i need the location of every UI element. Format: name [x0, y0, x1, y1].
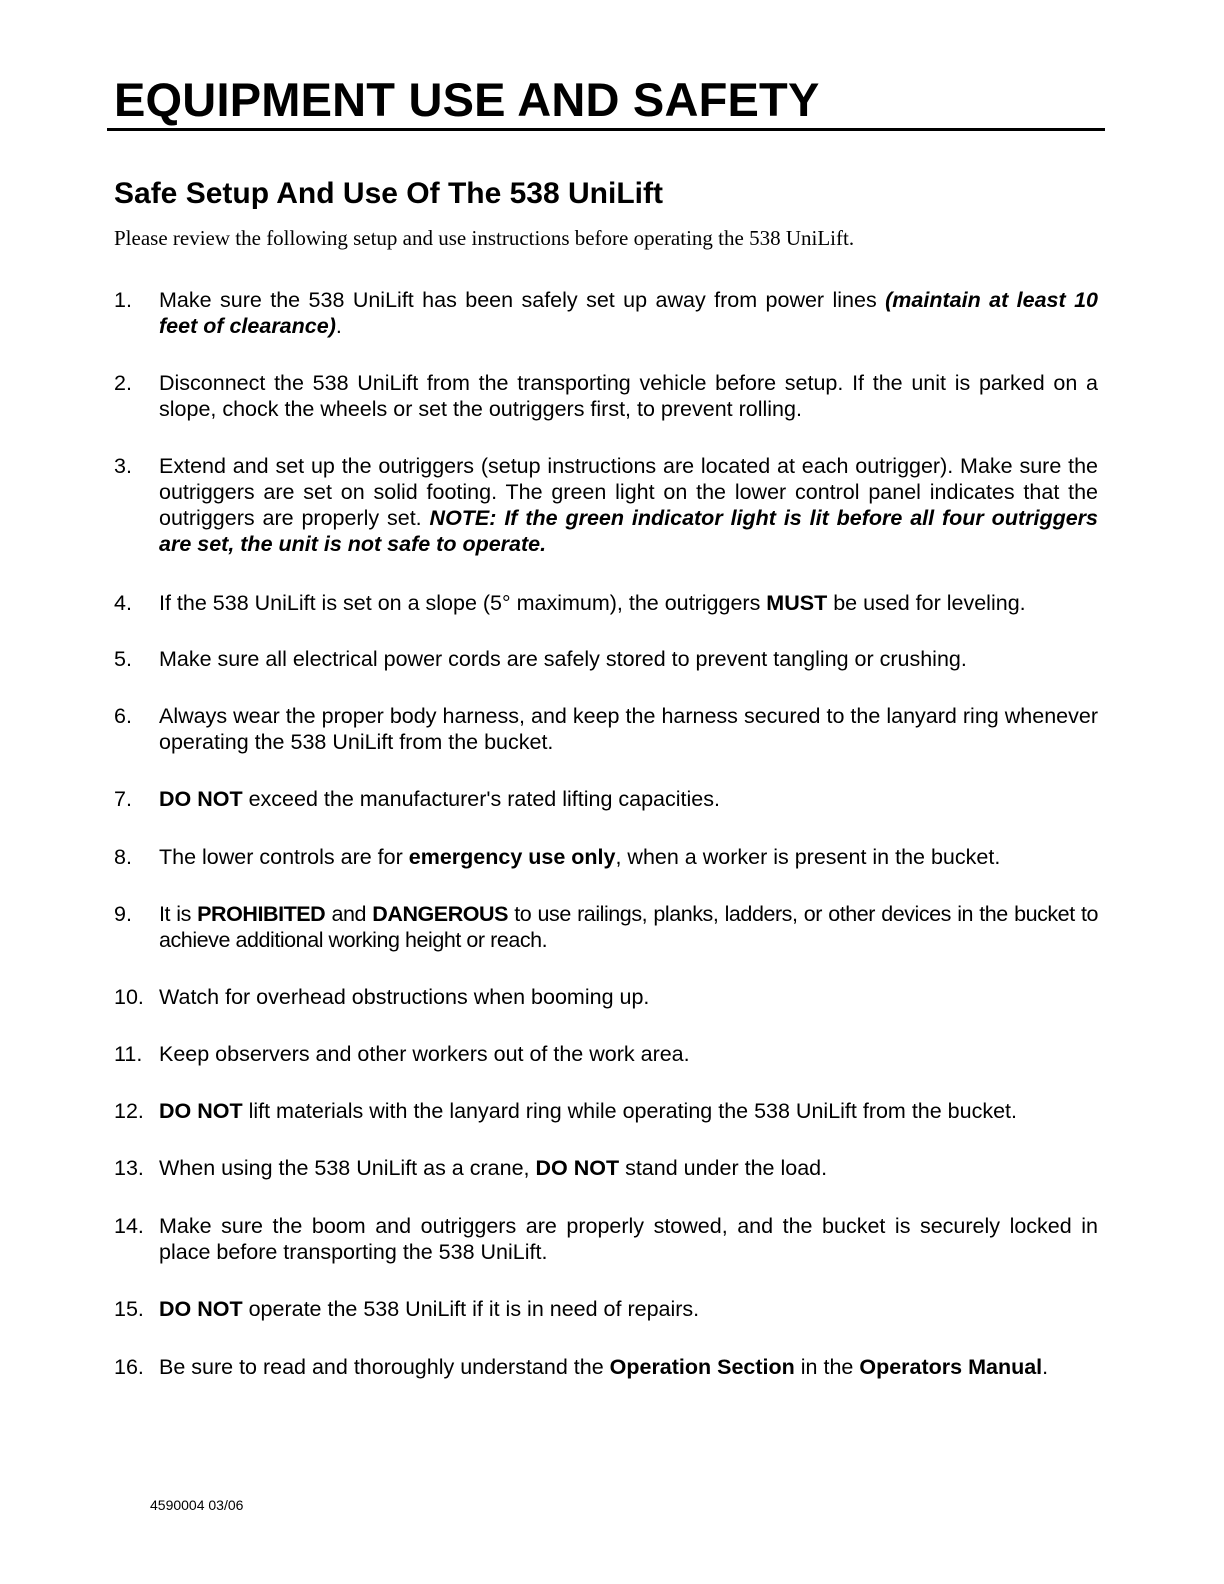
emphasis: PROHIBITED: [197, 902, 326, 926]
list-item: [114, 1098, 1098, 1124]
emphasis: DO NOT: [159, 787, 243, 811]
item-text: Make sure the boom and outriggers are properly stowed, and the bucket is securely locked in place before transporting the 538 UniLift.: [159, 1214, 1098, 1264]
emphasis: (maintain at least 10 feet of clearance): [159, 288, 1098, 338]
item-text: DO NOT exceed the manufacturer's rated lifting capacities.: [159, 787, 720, 811]
warning-note: NOTE: If the green indicator light is lit before all four outriggers are set, the unit is not safe to operate.: [159, 506, 1098, 556]
page-title: EQUIPMENT USE AND SAFETY: [114, 73, 820, 126]
emphasis: DO NOT: [535, 1156, 620, 1180]
item-number: 4.: [114, 591, 132, 615]
item-number: 16.: [114, 1355, 144, 1379]
item-text: Make sure all electrical power cords are safely stored to prevent tangling or crushing.: [159, 647, 967, 671]
section-heading: Safe Setup And Use Of The 538 UniLift: [114, 177, 663, 210]
item-text: Always wear the proper body harness, and keep the harness secured to the lanyard ring whenever operating the 538 UniLift from the bucket.: [159, 704, 1098, 754]
list-item: [114, 984, 1098, 1010]
list-item: [114, 901, 1098, 953]
item-number: 6.: [114, 704, 132, 728]
footer-doc-code: 4590004 03/06: [150, 1497, 244, 1513]
item-text: When using the 538 UniLift as a crane, DO NOT stand under the load.: [159, 1156, 828, 1180]
list-item: [114, 1041, 1098, 1067]
list-item: [114, 786, 1098, 812]
item-number: 14.: [114, 1214, 144, 1238]
list-item: [114, 646, 1098, 672]
list-item: [114, 453, 1098, 557]
intro-text: Please review the following setup and use instructions before operating the 538 UniLift.: [114, 226, 855, 250]
list-item: [114, 1155, 1098, 1181]
list-item: [114, 370, 1098, 422]
item-text: Make sure the 538 UniLift has been safely set up away from power lines (maintain at least 10 feet of clearance).: [159, 288, 1098, 338]
item-number: 12.: [114, 1099, 144, 1123]
list-item: [114, 1354, 1098, 1380]
item-text: DO NOT operate the 538 UniLift if it is in need of repairs.: [159, 1297, 700, 1321]
emphasis: emergency use only: [408, 845, 616, 869]
item-number: 7.: [114, 787, 132, 811]
emphasis: MUST: [766, 591, 828, 615]
item-number: 11.: [114, 1042, 143, 1066]
title-rule: [107, 128, 1105, 131]
emphasis: DO NOT: [159, 1099, 243, 1123]
item-text: Be sure to read and thoroughly understand the Operation Section in the Operators Manual.: [159, 1355, 1049, 1379]
item-text: Disconnect the 538 UniLift from the transporting vehicle before setup. If the unit is parked on a slope, chock the wheels or set the outriggers first, to prevent rolling.: [159, 371, 1098, 421]
item-text: Extend and set up the outriggers (setup instructions are located at each outrigger). Make sure the outriggers are set on solid footing. The green light on the lower control panel indicates that the outriggers are properly set. NOTE: If the green indicator light is lit before all four outriggers are set, the unit is not safe to operate.: [159, 454, 1098, 556]
list-item: [114, 703, 1098, 755]
item-text: It is PROHIBITED and DANGEROUS to use railings, planks, ladders, or other devices in the bucket to achieve additional working height or reach.: [159, 902, 1098, 952]
list-item: [114, 287, 1098, 339]
emphasis: Operation Section: [609, 1355, 795, 1379]
emphasis: DO NOT: [159, 1297, 243, 1321]
item-number: 5.: [114, 647, 132, 671]
item-text: Watch for overhead obstructions when booming up.: [159, 985, 650, 1009]
item-text: DO NOT lift materials with the lanyard ring while operating the 538 UniLift from the bucket.: [159, 1099, 1017, 1123]
item-number: 9.: [114, 902, 132, 926]
list-item: [114, 590, 1098, 616]
item-number: 13.: [114, 1156, 144, 1180]
item-number: 1.: [114, 288, 132, 312]
item-number: 15.: [114, 1297, 144, 1321]
emphasis: Operators Manual: [859, 1355, 1043, 1379]
list-item: [114, 844, 1098, 870]
item-text: The lower controls are for emergency use only, when a worker is present in the bucket.: [159, 845, 1001, 869]
item-text: Keep observers and other workers out of the work area.: [159, 1042, 690, 1066]
item-number: 10.: [114, 985, 144, 1009]
item-text: If the 538 UniLift is set on a slope (5° maximum), the outriggers MUST be used for leveling.: [159, 591, 1026, 615]
emphasis: DANGEROUS: [372, 902, 509, 926]
item-number: 3.: [114, 454, 132, 478]
item-number: 2.: [114, 371, 132, 395]
item-number: 8.: [114, 845, 132, 869]
list-item: [114, 1213, 1098, 1265]
list-item: [114, 1296, 1098, 1322]
